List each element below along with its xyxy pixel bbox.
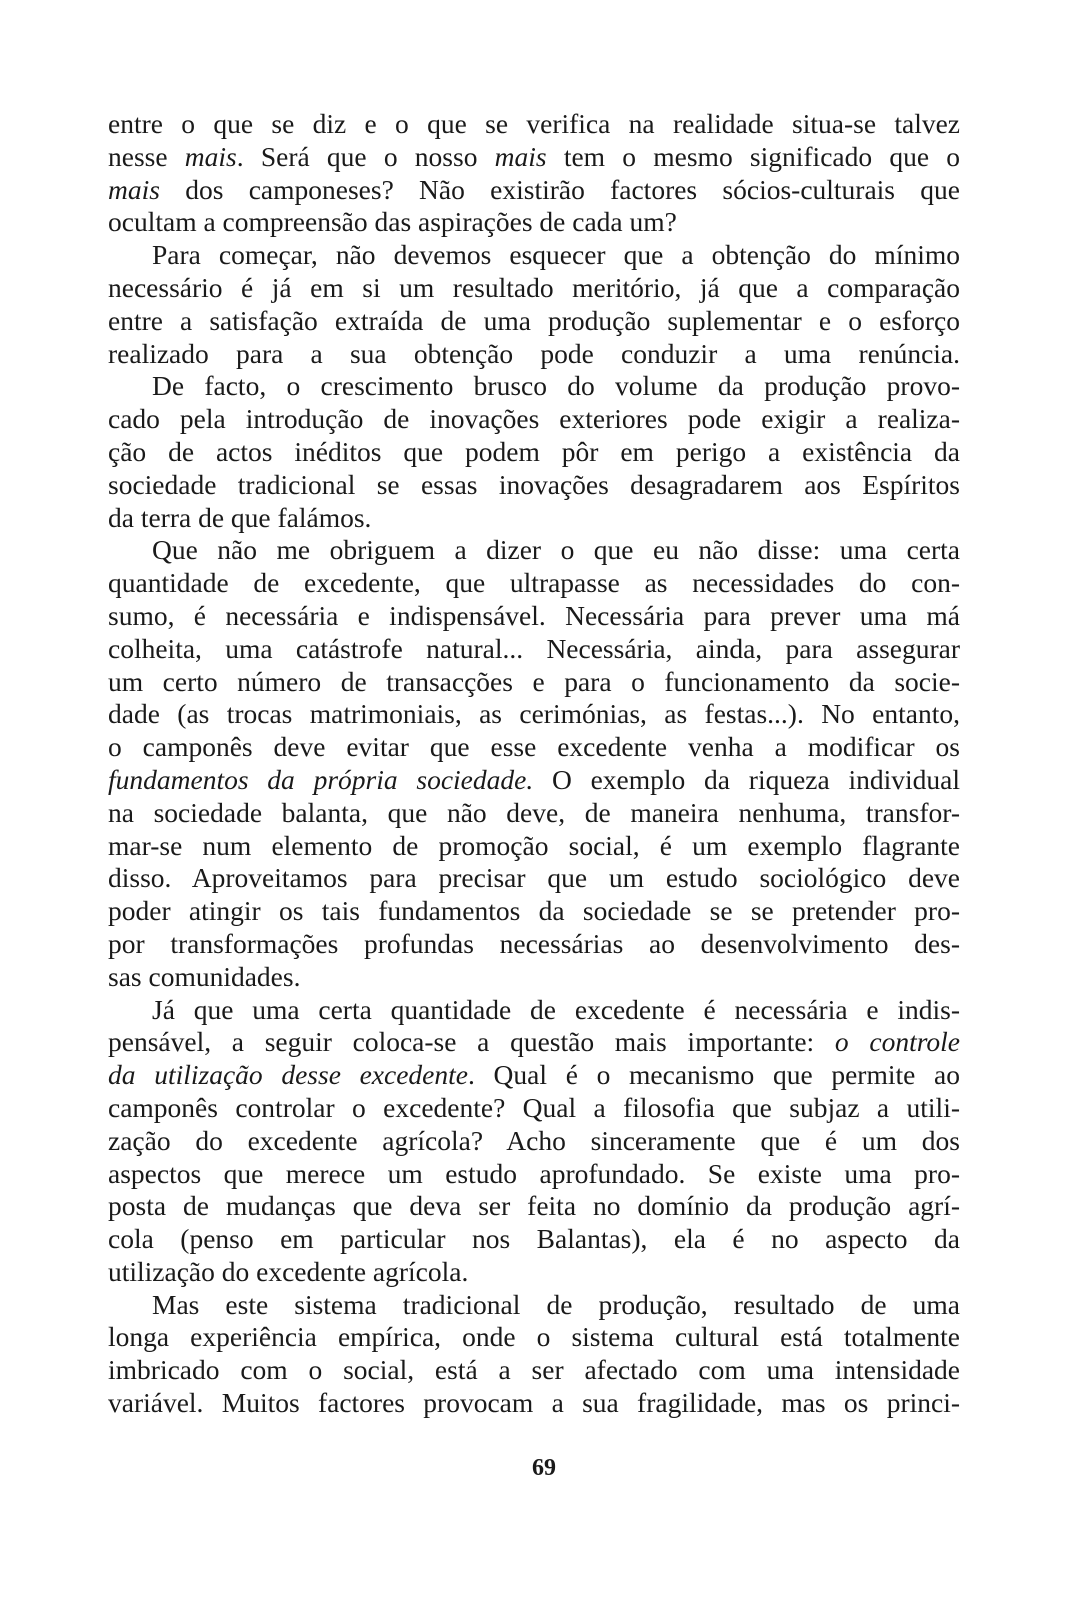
text-span: dade (as trocas matrimoniais, as cerimónias, as festas...). No entanto,	[108, 698, 960, 730]
text-span: cado pela introdução de inovações exteriores pode exigir a realiza-	[108, 403, 960, 435]
text-span: colheita, uma catástrofe natural... Necessária, ainda, para assegurar	[108, 632, 960, 664]
text-line	[108, 994, 960, 1027]
text-line	[108, 469, 960, 502]
text-span: entre o que se diz e o que se verifica na realidade situa-se talvez	[108, 108, 960, 139]
text-span: O exemplo da riqueza individual	[533, 763, 960, 795]
text-span: pensável, a seguir coloca-se a questão mais importante:	[108, 1026, 835, 1058]
text-line	[108, 1387, 960, 1420]
italic-text: mais	[184, 140, 237, 172]
text-span: Já que uma certa quantidade de excedente é necessária e indis-	[152, 993, 960, 1025]
text-span: sas comunidades.	[108, 960, 301, 992]
text-line	[108, 1256, 960, 1289]
text-line	[108, 1059, 960, 1092]
text-line	[108, 1289, 960, 1322]
text-line	[108, 403, 960, 436]
text-line	[108, 1092, 960, 1125]
text-line	[108, 370, 960, 403]
text-span: sumo, é necessária e indispensável. Necessária para prever uma má	[108, 599, 960, 631]
text-span: nesse	[108, 140, 185, 172]
text-span: variável. Muitos factores provocam a sua fragilidade, mas os princi-	[108, 1387, 960, 1419]
text-span: entre a satisfação extraída de uma produção suplementar e o esforço	[108, 304, 960, 336]
text-span: na sociedade balanta, que não deve, de maneira nenhuma, transfor-	[108, 796, 960, 828]
text-line	[108, 1125, 960, 1158]
text-span: zação do excedente agrícola? Acho sinceramente que é um dos	[108, 1124, 960, 1156]
body-text	[108, 108, 960, 1420]
text-line	[108, 600, 960, 633]
text-line	[108, 174, 960, 207]
text-line	[108, 1158, 960, 1191]
text-line	[108, 338, 960, 371]
text-span: mar-se num elemento de promoção social, é um exemplo flagrante	[108, 829, 960, 861]
text-span: disso. Aproveitamos para precisar que um estudo sociológico deve	[108, 862, 960, 894]
italic-text: o controle	[834, 1026, 960, 1058]
text-span: aspectos que merece um estudo aprofundado. Se existe uma pro-	[108, 1157, 960, 1189]
text-span: sociedade tradicional se essas inovações desagradarem aos Espíritos	[108, 468, 960, 500]
text-span: camponês controlar o excedente? Qual a filosofia que subjaz a utili-	[108, 1091, 960, 1123]
text-span: realizado para a sua obtenção pode conduzir a uma renúncia.	[108, 337, 960, 369]
text-span: Que não me obriguem a dizer o que eu não disse: uma certa	[152, 534, 960, 566]
text-line	[108, 1223, 960, 1256]
text-line	[108, 633, 960, 666]
text-span: um certo número de transacções e para o funcionamento da socie-	[108, 665, 960, 697]
text-span: da terra de que falámos.	[108, 501, 372, 533]
text-line	[108, 1321, 960, 1354]
text-span: tem o mesmo significado que o	[546, 140, 960, 172]
italic-text: mais	[494, 140, 547, 172]
text-span: dos camponeses? Não existirão factores sócios-culturais que	[159, 173, 960, 205]
text-span: . Será que o nosso	[236, 140, 495, 172]
text-span: por transformações profundas necessárias ao desenvolvimento des-	[108, 927, 960, 959]
text-line	[108, 502, 960, 535]
text-line	[108, 797, 960, 830]
text-span: poder atingir os tais fundamentos da sociedade se se pretender pro-	[108, 895, 960, 927]
text-span: . Qual é o mecanismo que permite ao	[467, 1059, 960, 1091]
text-span: ção de actos inéditos que podem pôr em perigo a existência da	[108, 435, 960, 467]
italic-text: fundamentos da própria sociedade.	[108, 763, 534, 795]
text-line	[108, 534, 960, 567]
text-line	[108, 666, 960, 699]
text-line	[108, 928, 960, 961]
text-span: posta de mudanças que deva ser feita no domínio da produção agrí-	[108, 1190, 960, 1222]
text-span: quantidade de excedente, que ultrapasse as necessidades do con-	[108, 567, 960, 599]
text-line	[108, 731, 960, 764]
text-line	[108, 1190, 960, 1223]
text-span: De facto, o crescimento brusco do volume da produção provo-	[152, 370, 960, 402]
text-span: Mas este sistema tradicional de produção, resultado de uma	[152, 1288, 960, 1320]
text-line	[108, 239, 960, 272]
italic-text: da utilização desse excedente	[108, 1059, 468, 1091]
text-span: Para começar, não devemos esquecer que a obtenção do mínimo	[152, 239, 960, 271]
text-span: o camponês deve evitar que esse excedente venha a modificar os	[108, 731, 960, 763]
text-line	[108, 206, 960, 239]
text-line	[108, 141, 960, 174]
text-span: ocultam a compreensão das aspirações de cada um?	[108, 206, 677, 238]
text-line	[108, 567, 960, 600]
text-span: necessário é já em si um resultado meritório, já que a comparação	[108, 271, 960, 303]
text-line	[108, 305, 960, 338]
italic-text: mais	[108, 173, 160, 205]
text-line	[108, 108, 960, 141]
text-line	[108, 895, 960, 928]
text-span: imbricado com o social, está a ser afectado com uma intensidade	[108, 1354, 960, 1386]
text-line	[108, 961, 960, 994]
text-line	[108, 764, 960, 797]
text-line	[108, 272, 960, 305]
text-line	[108, 830, 960, 863]
text-span: utilização do excedente agrícola.	[108, 1255, 469, 1287]
text-line	[108, 436, 960, 469]
text-span: longa experiência empírica, onde o sistema cultural está totalmente	[108, 1321, 960, 1353]
page-number: 69	[532, 1455, 556, 1481]
text-line	[108, 1026, 960, 1059]
text-line	[108, 1354, 960, 1387]
text-line	[108, 862, 960, 895]
text-line	[108, 698, 960, 731]
text-span: cola (penso em particular nos Balantas), ela é no aspecto da	[108, 1223, 960, 1255]
